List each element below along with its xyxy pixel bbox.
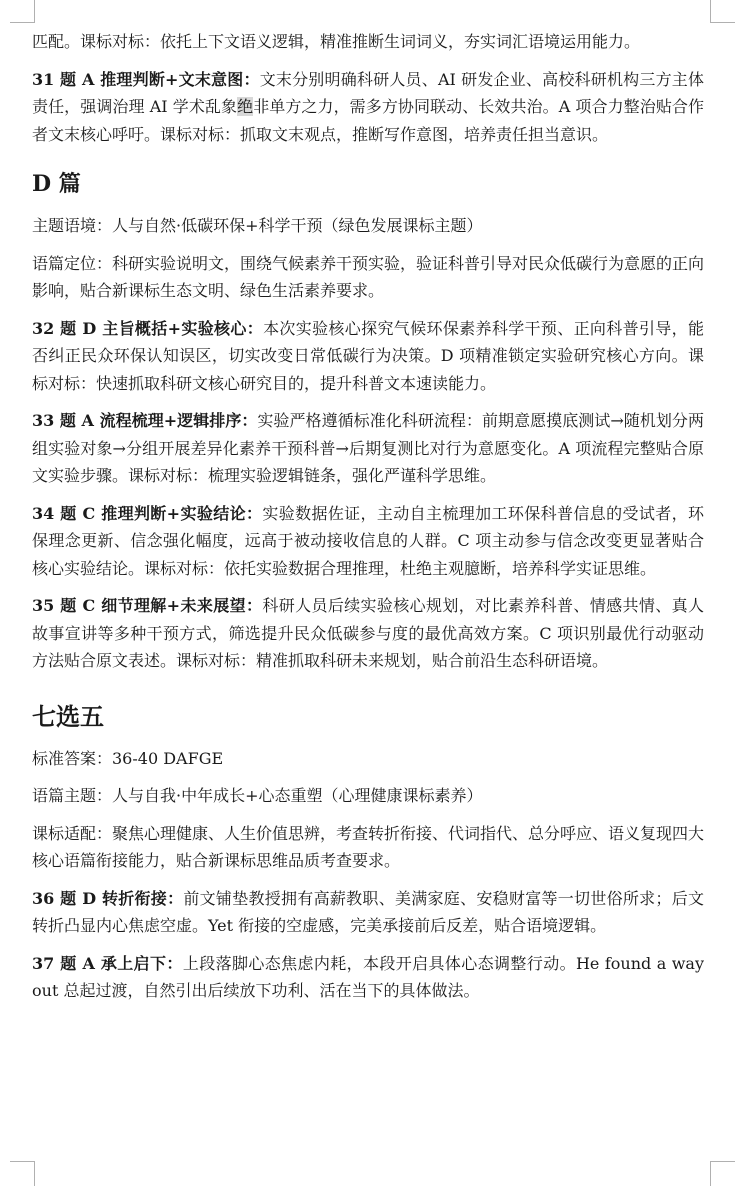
document-body <box>32 28 704 1015</box>
question-37-label: 37 题 A 承上启下： <box>32 953 183 973</box>
question-32 <box>32 315 704 398</box>
question-37-text: 上段落脚心态焦虑内耗，本段开启具体心态调整行动。He found a way out 总起过渡，自然引出后续放下功利、活在当下的具体做法。 <box>32 953 704 1000</box>
question-31 <box>32 66 704 149</box>
question-32-text: 本次实验核心探究气候环保素养科学干预、正向科普引导，能否纠正民众环保认知误区，切实改变日常低碳行为决策。D 项精准锁定实验研究核心方向。课标对标：快速抓取科研文核心研究目的，提升科普文本速读能力。 <box>32 318 704 393</box>
text-cursor-highlight[interactable]: 绝 <box>237 97 254 116</box>
question-33 <box>32 407 704 490</box>
paragraph-top <box>32 28 704 56</box>
section-seven-answer: 标准答案：36-40 DAFGE <box>32 748 224 768</box>
section-seven-theme: 语篇主题：人与自我·中年成长+心态重塑（心理健康课标素养） <box>32 786 483 805</box>
section-d-positioning: 语篇定位：科研实验说明文，围绕气候素养干预实验，验证科普引导对民众低碳行为意愿的正向影响，贴合新课标生态文明、绿色生活素养要求。 <box>32 253 705 300</box>
crop-mark-bottom-right <box>710 1161 735 1186</box>
question-31-text-before: 文末分别明确科研人员、AI 研发企业、高校科研机构三方主体责任，强调治理 AI 学术乱象 <box>32 69 704 116</box>
question-36-text: 前文铺垫教授拥有高薪教职、美满家庭、安稳财富等一切世俗所求；后文转折凸显内心焦虑空虚。Yet 衔接的空虚感，完美承接前后反差，贴合语境逻辑。 <box>32 888 704 935</box>
question-36-label: 36 题 D 转折衔接： <box>32 888 184 908</box>
section-seven-heading: 七选五 <box>32 701 104 731</box>
question-32-label: 32 题 D 主旨概括+实验核心： <box>32 318 264 338</box>
question-33-text: 实验严格遵循标准化科研流程：前期意愿摸底测试→随机划分两组实验对象→分组开展差异化素养干预科普→后期复测比对行为意愿变化。A 项流程完整贴合原文实验步骤。课标对标：梳理实验逻辑链条，强化严谨科学思维。 <box>32 411 704 485</box>
question-31-text-after: 非单方之力，需多方协同联动、长效共治。A 项合力整治贴合作者文末核心呼吁。课标对标：抓取文末观点，推断写作意图，培养责任担当意识。 <box>32 97 704 144</box>
question-37 <box>32 950 704 1005</box>
question-34-text: 实验数据佐证，主动自主梳理加工环保科普信息的受试者，环保理念更新、信念强化幅度，远高于被动接收信息的人群。C 项主动参与信念改变更显著贴合核心实验结论。课标对标：依托实验数据合理推理，杜绝主观臆断，培养科学实证思维。 <box>32 503 704 578</box>
question-36 <box>32 885 704 940</box>
section-d-theme: 主题语境：人与自然·低碳环保+科学干预（绿色发展课标主题） <box>32 216 483 235</box>
question-34 <box>32 500 704 583</box>
question-35-text: 科研人员后续实验核心规划，对比素养科普、情感共情、真人故事宣讲等多种干预方式，筛选提升民众低碳参与度的最优高效方案。C 项识别最优行动驱动方法贴合原文表述。课标对标：精准抓取科研未来规划，贴合前沿生态科研语境。 <box>32 596 704 670</box>
crop-mark-top-left <box>10 0 35 23</box>
question-35 <box>32 592 704 675</box>
question-35-label: 35 题 C 细节理解+未来展望： <box>32 596 263 615</box>
paragraph-top-text: 匹配。课标对标：依托上下文语义逻辑，精准推断生词词义，夯实词汇语境运用能力。 <box>32 32 641 51</box>
question-33-label: 33 题 A 流程梳理+逻辑排序： <box>32 411 258 430</box>
question-34-label: 34 题 C 推理判断+实验结论： <box>32 503 263 523</box>
crop-mark-top-right <box>710 0 735 23</box>
crop-mark-bottom-left <box>10 1161 35 1186</box>
section-seven-fit: 课标适配：聚焦心理健康、人生价值思辨，考查转折衔接、代词指代、总分呼应、语义复现四大核心语篇衔接能力，贴合新课标思维品质考查要求。 <box>32 823 705 870</box>
section-d-heading: D 篇 <box>32 171 81 197</box>
question-31-label: 31 题 A 推理判断+文末意图： <box>32 69 260 89</box>
